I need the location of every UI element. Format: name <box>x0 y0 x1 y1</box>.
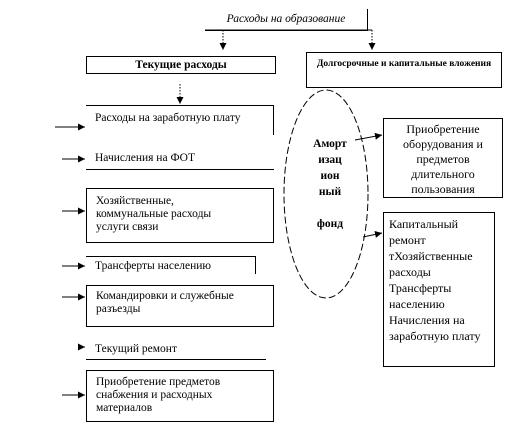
item-household-box <box>86 188 274 243</box>
item-salary-box <box>86 105 274 135</box>
item-supplies-box <box>86 370 274 422</box>
item-trips-box <box>86 285 274 327</box>
item-supplies: Приобретение предметов снабжения и расходных материалов <box>96 376 221 414</box>
current-expenses-heading: Текущие расходы <box>135 59 227 71</box>
long-term-heading: Долгосрочные и капитальные вложения <box>316 59 492 69</box>
item-transfers: Трансферты населению <box>95 260 211 272</box>
amortization-fund-label: Аморт изац ион ный фонд <box>313 138 347 230</box>
item-repair-box <box>86 340 266 360</box>
capital-text: Капитальный ремонт тХозяйственные расходы Трансферты населению Начисления на заработную плату <box>389 217 481 343</box>
item-repair: Текущий ремонт <box>95 343 177 355</box>
title-box <box>205 9 368 31</box>
current-expenses-box <box>86 56 276 74</box>
acquisition-box <box>383 118 503 198</box>
acquisition-text: Приобретение оборудования и предметов длительного пользования <box>403 122 483 196</box>
item-transfers-box <box>86 256 256 274</box>
item-fot: Начисления на ФОТ <box>95 152 195 164</box>
title-label: Расходы на образование <box>226 13 346 25</box>
item-trips: Командировки и служебные разъезды <box>96 290 234 315</box>
capital-box <box>383 212 495 367</box>
long-term-box <box>306 52 502 88</box>
item-salary: Расходы на заработную плату <box>95 112 241 124</box>
item-household: Хозяйственные, коммунальные расходы услуги связи <box>96 195 212 233</box>
item-fot-box <box>86 148 274 170</box>
arrow-to-capital <box>363 233 382 237</box>
